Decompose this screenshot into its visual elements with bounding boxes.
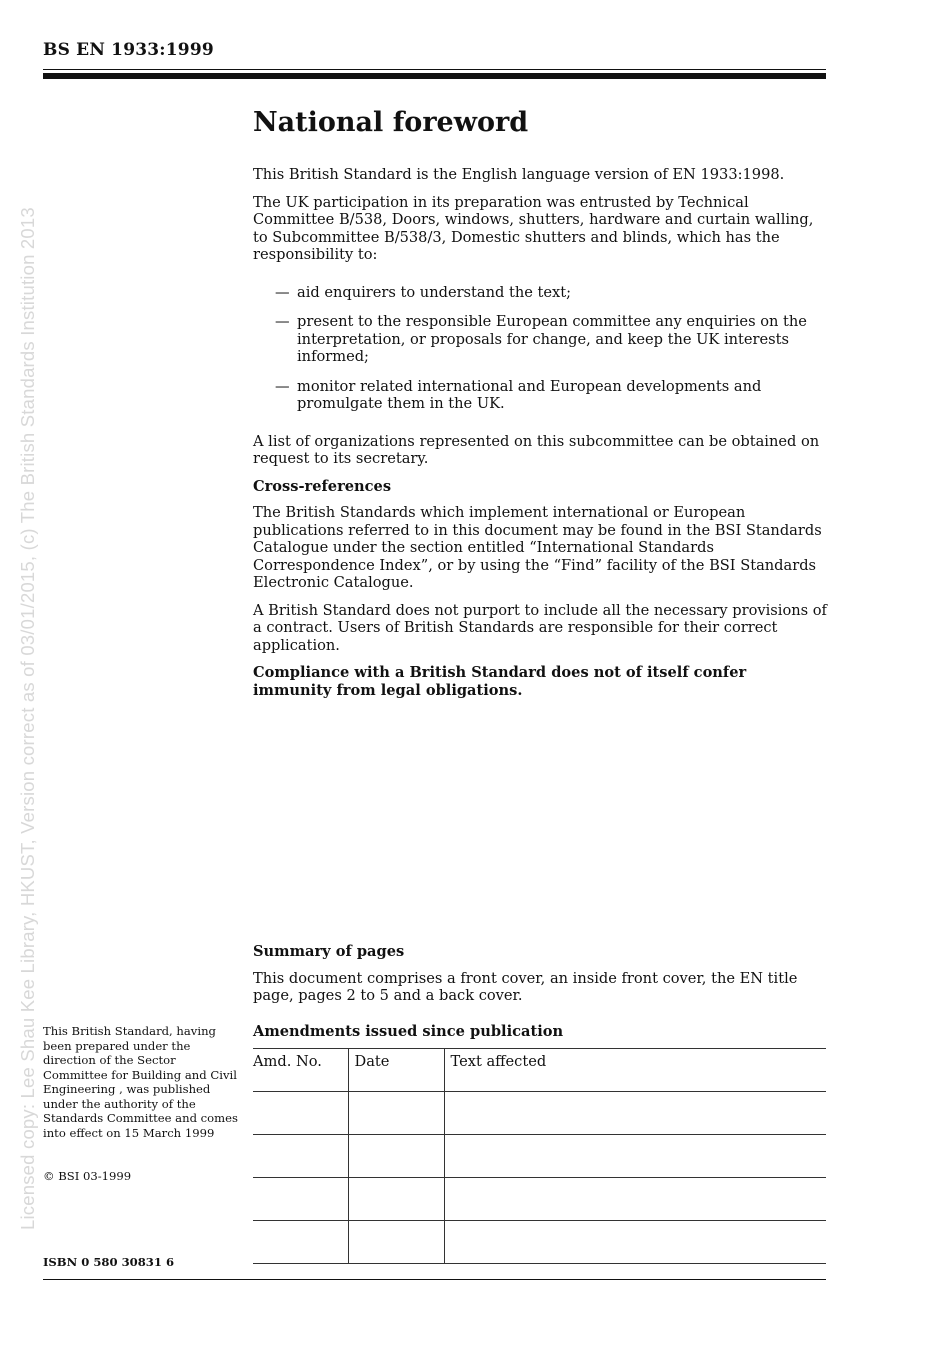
table-cell (444, 1092, 826, 1135)
table-row (253, 1092, 826, 1135)
purport-paragraph: A British Standard does not purport to include all the necessary provisions of a contract. Users of British Standards are responsible for their correct application. (253, 601, 827, 654)
intro-paragraph: This British Standard is the English language version of EN 1933:1998. (253, 166, 785, 183)
table-cell (253, 1135, 348, 1178)
isbn: ISBN 0 580 30831 6 (43, 1255, 175, 1269)
publication-note: This British Standard, having been prepared under the direction of the Sector Committee for Building and Civil Engineering , was published under the authority of the Standards Committee and comes into effect on 15 March 1999 (43, 1024, 238, 1140)
crossref-heading: Cross-references (253, 477, 392, 495)
list-item (253, 378, 828, 413)
table-cell (444, 1135, 826, 1178)
table-cell (348, 1178, 444, 1221)
footer-rule (43, 1279, 826, 1280)
table-row (253, 1221, 826, 1264)
license-watermark: Licensed copy: Lee Shau Kee Library, HKUST, Version correct as of 03/01/2015, (c) The British Standards Institution 2013 (17, 207, 38, 1230)
column-header-text-affected: Text affected (444, 1049, 826, 1092)
table-cell (253, 1178, 348, 1221)
list-item (253, 284, 828, 302)
table-cell (444, 1221, 826, 1264)
table-row (253, 1178, 826, 1221)
list-item-text: aid enquirers to understand the text; (297, 283, 572, 301)
list-item (253, 313, 828, 366)
list-item-text: present to the responsible European committee any enquiries on the interpretation, or proposals for change, and keep the UK interests informed; (297, 313, 807, 365)
table-cell (348, 1092, 444, 1135)
compliance-statement: Compliance with a British Standard does not of itself confer immunity from legal obligations. (253, 664, 747, 699)
table-row (253, 1135, 826, 1178)
column-header-date: Date (348, 1049, 444, 1092)
foreword-body (253, 106, 828, 709)
summary-text: This document comprises a front cover, an inside front cover, the EN title page, pages 2 to 5 and a back cover. (253, 969, 798, 1004)
table-header-row (253, 1049, 826, 1092)
amendments-table (253, 1048, 826, 1264)
column-header-amd-no: Amd. No. (253, 1049, 348, 1092)
header-thin-rule (43, 69, 826, 70)
table-cell (253, 1221, 348, 1264)
table-cell (348, 1221, 444, 1264)
summary-section (253, 943, 828, 1049)
responsibilities-list (253, 284, 828, 413)
header-thick-rule (43, 73, 826, 79)
dash-marker: — (275, 313, 290, 330)
organizations-paragraph: A list of organizations represented on this subcommittee can be obtained on request to its secretary. (253, 432, 820, 467)
summary-heading: Summary of pages (253, 943, 405, 960)
crossref-paragraph: The British Standards which implement international or European publications referred to in this document may be found in the BSI Standards Catalogue under the section entitled “International Standards Correspondence Index”, or by using the “Find” facility of the BSI Standards Electronic Catalogue. (253, 504, 822, 591)
dash-marker: — (275, 283, 290, 301)
table-cell (253, 1092, 348, 1135)
participation-paragraph: The UK participation in its preparation was entrusted by Technical Committee B/538, Doors, windows, shutters, hardware and curtain walling, to Subcommittee B/538/3, Domestic shutters and blinds, which has the responsibility to: (253, 193, 814, 263)
copyright-notice: © BSI 03-1999 (43, 1169, 132, 1183)
amendments-heading: Amendments issued since publication (253, 1022, 564, 1040)
table-cell (444, 1178, 826, 1221)
page-title: National foreword (253, 107, 529, 138)
table-cell (348, 1135, 444, 1178)
list-item-text: monitor related international and European developments and promulgate them in the UK. (297, 377, 762, 412)
standard-id: BS EN 1933:1999 (43, 40, 214, 60)
dash-marker: — (275, 377, 290, 395)
